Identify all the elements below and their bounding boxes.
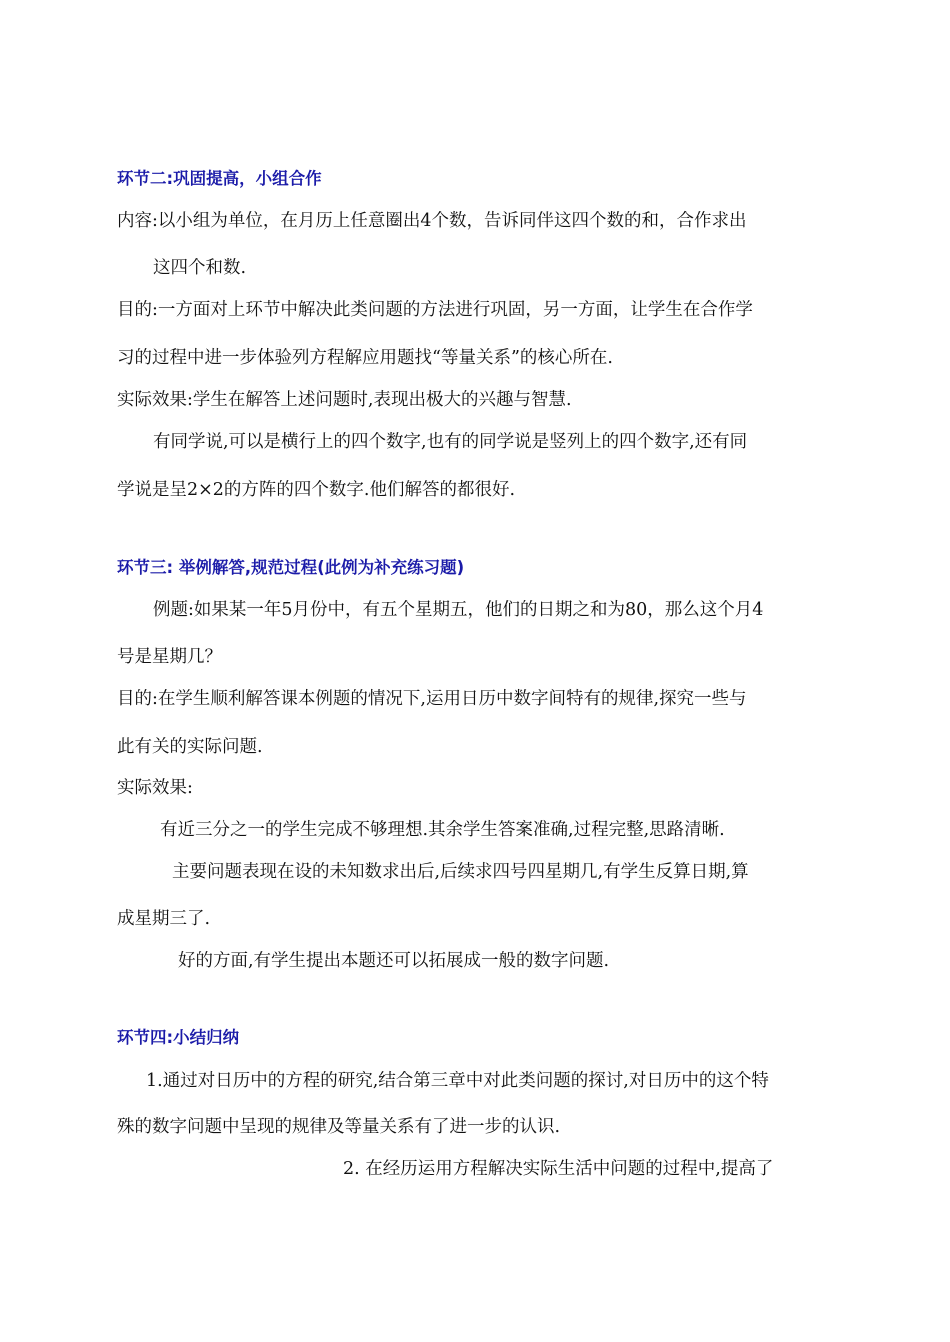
paragraph-line: 实际效果: <box>117 778 193 798</box>
paragraph-line: 殊的数字问题中呈现的规律及等量关系有了进一步的认识. <box>117 1117 561 1137</box>
paragraph-line: 主要问题表现在设的未知数求出后,后续求四号四星期几,有学生反算日期,算 <box>172 862 749 882</box>
paragraph-line: 1.通过对日历中的方程的研究,结合第三章中对此类问题的探讨,对日历中的这个特 <box>146 1071 769 1091</box>
section-heading-3: 环节三: 举例解答,规范过程(此例为补充练习题) <box>117 558 465 577</box>
paragraph-line: 目的:在学生顺利解答课本例题的情况下,运用日历中数字间特有的规律,探究一些与 <box>117 689 747 709</box>
paragraph-line: 成星期三了. <box>117 909 211 929</box>
paragraph-line: 这四个和数. <box>153 258 247 278</box>
paragraph-line: 有近三分之一的学生完成不够理想.其余学生答案准确,过程完整,思路清晰. <box>160 820 725 840</box>
paragraph-line: 例题:如果某一年5月份中，有五个星期五，他们的日期之和为80，那么这个月4 <box>153 600 764 620</box>
paragraph-line: 2. 在经历运用方程解决实际生活中问题的过程中,提高了 <box>343 1159 774 1179</box>
section-heading-4: 环节四:小结归纳 <box>117 1028 240 1047</box>
paragraph-line: 有同学说,可以是横行上的四个数字,也有的同学说是竖列上的四个数字,还有同 <box>153 432 748 452</box>
paragraph-line: 好的方面,有学生提出本题还可以拓展成一般的数字问题. <box>178 951 610 971</box>
paragraph-line: 学说是呈2×2的方阵的四个数字.他们解答的都很好. <box>117 480 516 500</box>
section-heading-2: 环节二:巩固提高，小组合作 <box>117 169 322 188</box>
paragraph-line: 此有关的实际问题. <box>117 737 263 757</box>
paragraph-line: 目的:一方面对上环节中解决此类问题的方法进行巩固，另一方面，让学生在合作学 <box>117 300 753 320</box>
paragraph-line: 号是星期几？ <box>117 647 222 667</box>
paragraph-line: 内容:以小组为单位，在月历上任意圈出4个数，告诉同伴这四个数的和，合作求出 <box>117 211 747 231</box>
paragraph-line: 习的过程中进一步体验列方程解应用题找“等量关系”的核心所在. <box>117 348 613 368</box>
paragraph-line: 实际效果:学生在解答上述问题时,表现出极大的兴趣与智慧. <box>117 390 572 410</box>
